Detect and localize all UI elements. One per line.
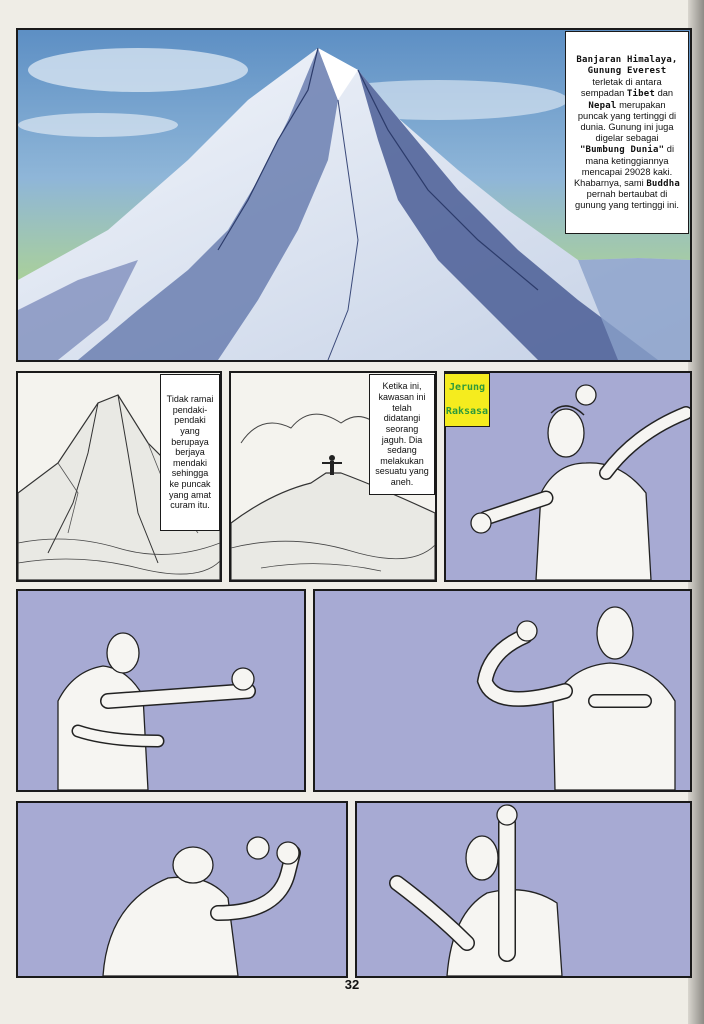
caption-line: yang amat bbox=[168, 489, 212, 500]
caption-line: Banjaran Himalaya, bbox=[576, 54, 678, 65]
caption-line: sedang bbox=[387, 445, 417, 456]
caption-line: didatangi bbox=[383, 413, 421, 424]
caption-line: sempadan Tibet dan bbox=[580, 87, 674, 99]
panel-fighter-stance bbox=[16, 589, 306, 792]
caption-line: Ketika ini, bbox=[382, 381, 422, 392]
caption-line: melakukan bbox=[380, 455, 424, 466]
caption-line: berupaya bbox=[171, 436, 209, 447]
caption-line: terletak di antara bbox=[592, 77, 662, 88]
caption-line: Khabarnya, sami Buddha bbox=[573, 177, 681, 189]
character-name-box bbox=[444, 373, 490, 427]
character-name-line: Jerung bbox=[448, 382, 486, 393]
caption-line: mana ketinggiannya bbox=[585, 155, 669, 166]
caption-line: pendaki- bbox=[172, 404, 208, 415]
fighter-pose-5 bbox=[357, 803, 690, 976]
caption-line: gunung yang tertinggi ini. bbox=[575, 200, 679, 211]
page-number: 32 bbox=[344, 977, 360, 992]
caption-line: sesuatu yang bbox=[375, 466, 429, 477]
fighter-pose-4 bbox=[18, 803, 346, 976]
caption-line: seorang bbox=[385, 423, 419, 434]
caption-line: dunia. Gunung ini juga bbox=[580, 122, 674, 133]
caption-line: Nepal merupakan bbox=[588, 99, 666, 111]
panel-fighter-arms-up bbox=[355, 801, 692, 978]
character-name-line: Raksasa bbox=[445, 406, 489, 417]
caption-line: puncak yang tertinggi di bbox=[577, 111, 677, 122]
caption-line: Gunung Everest bbox=[587, 66, 667, 77]
caption-everest bbox=[565, 31, 689, 234]
caption-climbers bbox=[160, 374, 220, 531]
caption-line: mendaki bbox=[172, 457, 208, 468]
caption-line: berjaya bbox=[175, 447, 205, 458]
caption-line: mencapai 29028 kaki. bbox=[581, 166, 673, 177]
caption-line: curam itu. bbox=[170, 500, 210, 511]
caption-line: digelar sebagai bbox=[595, 133, 659, 144]
panel-fighter-arm-raise bbox=[313, 589, 692, 792]
caption-line: ke puncak bbox=[169, 479, 211, 490]
caption-line: sehingga bbox=[171, 468, 209, 479]
caption-line: aneh. bbox=[390, 476, 414, 487]
caption-line: "Bumbung Dunia" di bbox=[579, 144, 675, 156]
caption-line: kawasan ini bbox=[378, 392, 426, 403]
caption-peak-visitor bbox=[369, 374, 435, 495]
caption-line: pendaki bbox=[174, 415, 206, 426]
caption-line: pernah bertaubat di bbox=[586, 189, 668, 200]
fighter-pose-2 bbox=[18, 591, 304, 790]
caption-line: telah bbox=[392, 402, 412, 413]
fighter-pose-3 bbox=[315, 591, 690, 790]
panel-fighter-fists bbox=[16, 801, 348, 978]
caption-line: Tidak ramai bbox=[166, 394, 214, 405]
caption-line: yang bbox=[180, 425, 200, 436]
caption-line: jaguh. Dia bbox=[381, 434, 423, 445]
